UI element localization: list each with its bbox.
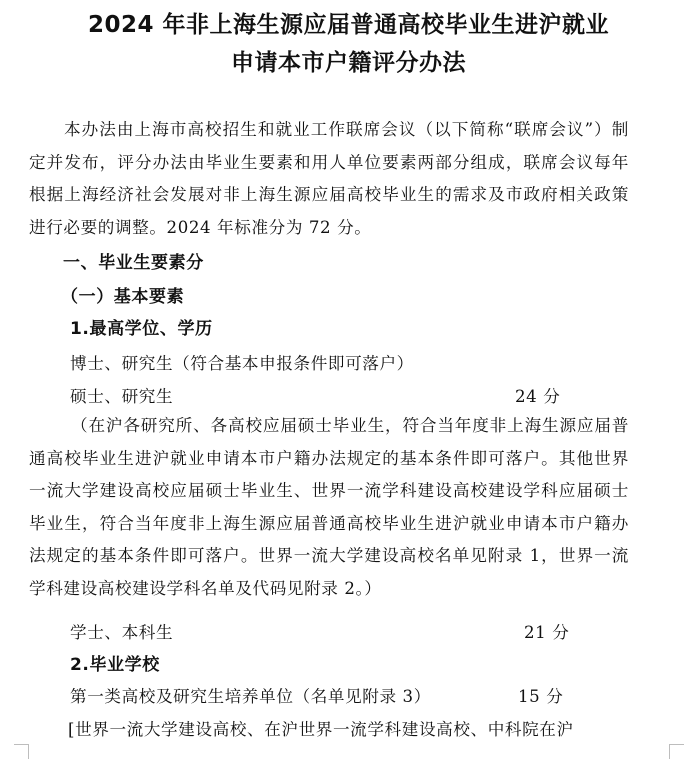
school-class1-score: 15 分 [518,687,564,706]
master-line: 硕士、研究生 [70,387,174,406]
subsection-heading-basic-factors: （一）基本要素 [61,287,185,307]
intro-paragraph: 本办法由上海市高校招生和就业工作联席会议（以下简称“联席会议”）制定并发布，评分办法由毕业生要素和用人单位要素两部分组成，联席会议每年根据上海经济社会发展对非上海生源应届高校毕业生的需求及市政府相关政策进行必要的调整。2024 年标准分为 72 分。 [29,120,629,237]
section-heading-graduate-factors: 一、毕业生要素分 [63,253,204,273]
page-corner-mark-left [14,744,29,759]
master-score: 24 分 [515,387,561,406]
bachelor-score: 21 分 [524,623,570,642]
page-corner-mark-right [669,744,684,759]
school-class1-bracket-line: [世界一流大学建设高校、在沪世界一流学科建设高校、中科院在沪 [68,720,574,739]
document-title-line1: 2024 年非上海生源应届普通高校毕业生进沪就业 [87,12,610,38]
item-heading-degree: 1.最高学位、学历 [70,319,213,339]
school-class1-line: 第一类高校及研究生培养单位（名单见附录 3） [70,687,431,706]
item-heading-school: 2.毕业学校 [70,655,160,675]
document-title-line2: 申请本市户籍评分办法 [231,50,466,76]
master-note-paragraph: （在沪各研究所、各高校应届硕士毕业生，符合当年度非上海生源应届普通高校毕业生进沪就业申请本市户籍办法规定的基本条件即可落户。其他世界一流大学建设高校应届硕士毕业生、世界一流学科建设高校建设学科应届硕士毕业生，符合当年度非上海生源应届普通高校毕业生进沪就业申请本市户籍办法规定的基本条件即可落户。世界一流大学建设高校名单见附录 1，世界一流学科建设高校建设学科名单及代码见附录 2。） [29,416,629,598]
bachelor-line: 学士、本科生 [70,623,174,642]
doctor-line: 博士、研究生（符合基本申报条件即可落户） [70,354,414,373]
